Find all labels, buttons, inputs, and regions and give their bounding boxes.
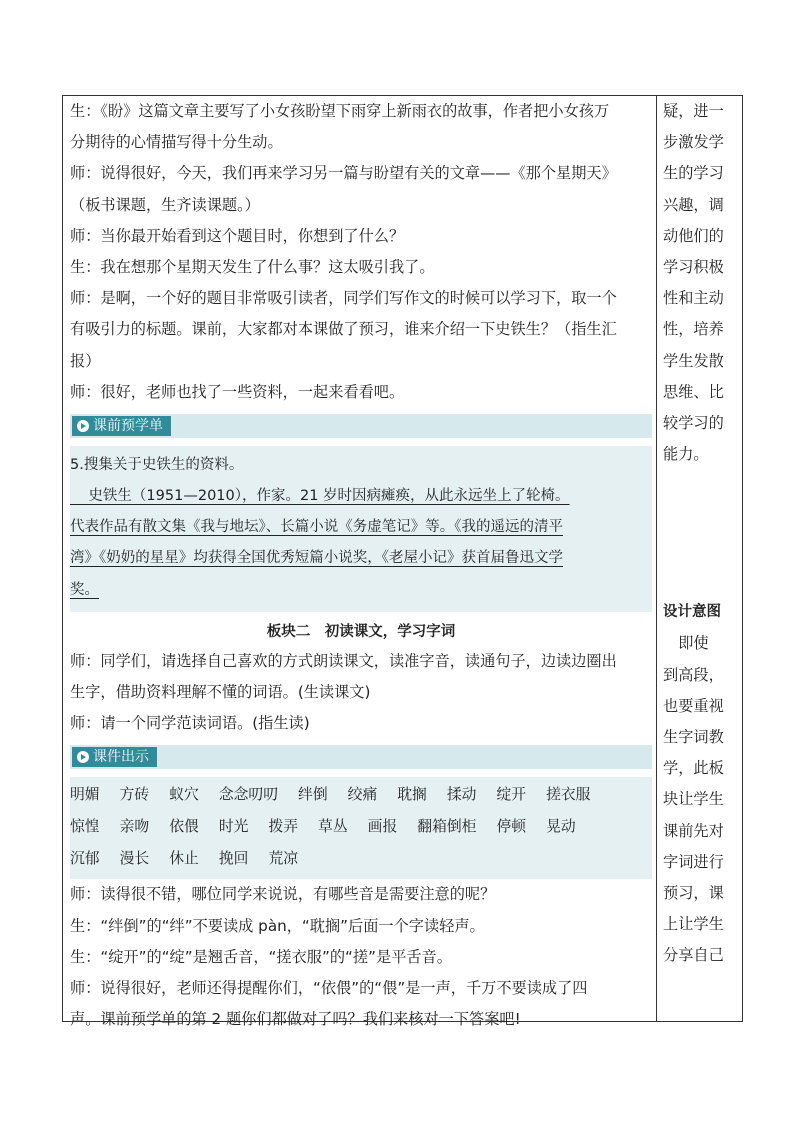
word: 蚁穴: [169, 786, 199, 804]
word: 草丛: [318, 818, 348, 836]
dialogue-line: 生字，借助资料理解不懂的词语。(生读课文): [70, 683, 371, 701]
dialogue-line: 生：我在想那个星期天发生了什么事？这太吸引我了。: [70, 257, 435, 276]
word: 晃动: [546, 818, 576, 836]
closing-dialogue: [70, 879, 652, 1035]
design-intent-title: 设计意图: [663, 604, 721, 621]
word: 方砖: [119, 786, 150, 804]
word: 沉郁: [70, 850, 100, 868]
note-line: 生字词教: [663, 728, 724, 746]
dialogue-line: 有吸引力的标题。课前，大家都对本课做了预习，谁来介绍一下史铁生？（指生汇: [70, 320, 617, 339]
dialogue-line: 师：当你最开始看到这个题目时，你想到了什么？: [70, 226, 405, 245]
word: 念念叨叨: [218, 786, 279, 804]
note-line: 预习，课: [663, 883, 724, 902]
note-line: 分享自己: [663, 946, 724, 965]
dialogue-line: 师：说得很好，今天，我们再来学习另一篇与盼望有关的文章——《那个星期天》: [70, 164, 617, 183]
note-line: 学，此板: [663, 759, 724, 778]
word: 停顿: [496, 818, 527, 836]
dialogue-line: 生：“绽开”的“绽”是翘舌音，“搓衣服”的“搓”是平舌音。: [70, 947, 452, 966]
column-divider: [656, 95, 657, 1022]
note-line: 到高段，: [663, 665, 724, 684]
courseware-tag: [72, 747, 157, 767]
courseware-banner: [70, 745, 652, 769]
note-line: 即使: [663, 634, 709, 653]
note-line: 疑，进一: [663, 102, 724, 120]
note-line: 也要重视: [663, 696, 724, 715]
preview-tag: [72, 416, 171, 436]
dialogue-line: （板书课题，生齐读课题。）: [70, 195, 260, 214]
word: 耽搁: [397, 786, 427, 804]
dialogue-line: 师：很好，老师也找了一些资料，一起来看看吧。: [70, 382, 405, 401]
main-column: [70, 96, 652, 1035]
word: 时光: [218, 818, 249, 836]
preview-tag-label: 课前预学单: [93, 417, 163, 434]
word: 亲吻: [119, 818, 150, 836]
word: 依偎: [169, 818, 199, 836]
word: 绊倒: [298, 786, 328, 804]
play-icon: [77, 420, 89, 432]
preview-box: [70, 446, 652, 612]
dialogue-line: 分期待的心情描写得十分生动。: [70, 133, 283, 152]
note-line: 块让学生: [663, 790, 724, 809]
dialogue-line: 师：是啊，一个好的题目非常吸引读者，同学们写作文的时候可以学习下，取一个: [70, 289, 617, 308]
note-line: 较学习的: [663, 413, 724, 432]
design-notes-column: [663, 96, 735, 972]
dialogue-line: 师：说得很好，老师还得提醒你们，“依偎”的“偎”是一声，千万不要读成了四: [70, 978, 588, 997]
word: 揉动: [446, 786, 477, 804]
word: 漫长: [119, 850, 150, 868]
word-row: [70, 843, 652, 875]
preview-line: 奖。: [70, 581, 99, 598]
word: 惊惶: [70, 818, 100, 836]
preview-line: 5.搜集关于史铁生的资料。: [70, 456, 244, 473]
note-line: 步激发学: [663, 133, 724, 152]
word-list: [70, 777, 652, 879]
note-line: 能力。: [663, 445, 709, 464]
word: 拨弄: [268, 818, 299, 836]
dialogue-line: 声。课前预学单的第 2 题你们都做对了吗？我们来核对一下答案吧!: [70, 1010, 521, 1029]
dialogue-line: 生：“绊倒”的“绊”不要读成 pàn，“耽搁”后面一个字读轻声。: [70, 916, 485, 935]
note-line: 思维、比: [663, 382, 724, 401]
note-line: 性和主动: [663, 289, 724, 308]
play-icon: [77, 751, 89, 763]
note-line: 学生发散: [663, 351, 724, 370]
dialogue-line: 师：同学们，请选择自己喜欢的方式朗读课文，读准字音，读通句子，边读边圈出: [70, 651, 617, 670]
preview-line: 湾》《奶奶的星星》均获得全国优秀短篇小说奖，《老屋小记》获首届鲁迅文学: [70, 550, 563, 567]
note-line: 课前先对: [663, 821, 724, 840]
dialogue-line: 师：请一个同学范读词语。(指生读): [70, 714, 310, 733]
section-dialogue: [70, 646, 652, 740]
note-line: 字词进行: [663, 852, 724, 871]
word: 明媚: [70, 786, 100, 804]
word: 挽回: [218, 850, 249, 868]
note-line: 学习积极: [663, 257, 724, 276]
note-line: 生的学习: [663, 164, 724, 183]
dialogue-line: 生：《盼》这篇文章主要写了小女孩盼望下雨穿上新雨衣的故事，作者把小女孩万: [70, 102, 610, 120]
note-line: 兴趣，调: [663, 195, 724, 214]
word: 休止: [169, 850, 199, 868]
section-heading: 板块二 初读课文，学习字词: [266, 623, 456, 640]
note-line: 性，培养: [663, 320, 724, 339]
word-row: [70, 779, 652, 811]
preview-line: 史铁生（1951—2010），作家。21 岁时因病瘫痪，从此永远坐上了轮椅。: [70, 488, 570, 505]
preview-banner: [70, 414, 652, 438]
note-line: 上让学生: [663, 915, 724, 934]
dialogue-line: 师：读得很不错，哪位同学来说说，有哪些音是需要注意的呢？: [70, 885, 496, 904]
dialogue-line: 报）: [70, 351, 101, 370]
word-row: [70, 811, 652, 843]
courseware-tag-label: 课件出示: [93, 749, 149, 766]
intro-dialogue: [70, 96, 652, 408]
word: 绞痛: [347, 786, 378, 804]
note-line: 动他们的: [663, 226, 724, 245]
word: 画报: [367, 818, 398, 836]
word: 荒凉: [268, 850, 299, 868]
preview-line: 代表作品有散文集《我与地坛》、长篇小说《务虚笔记》等。《我的遥远的清平: [70, 519, 563, 536]
word: 翻箱倒柜: [417, 818, 477, 836]
word: 绽开: [496, 786, 527, 804]
word: 搓衣服: [546, 786, 591, 804]
